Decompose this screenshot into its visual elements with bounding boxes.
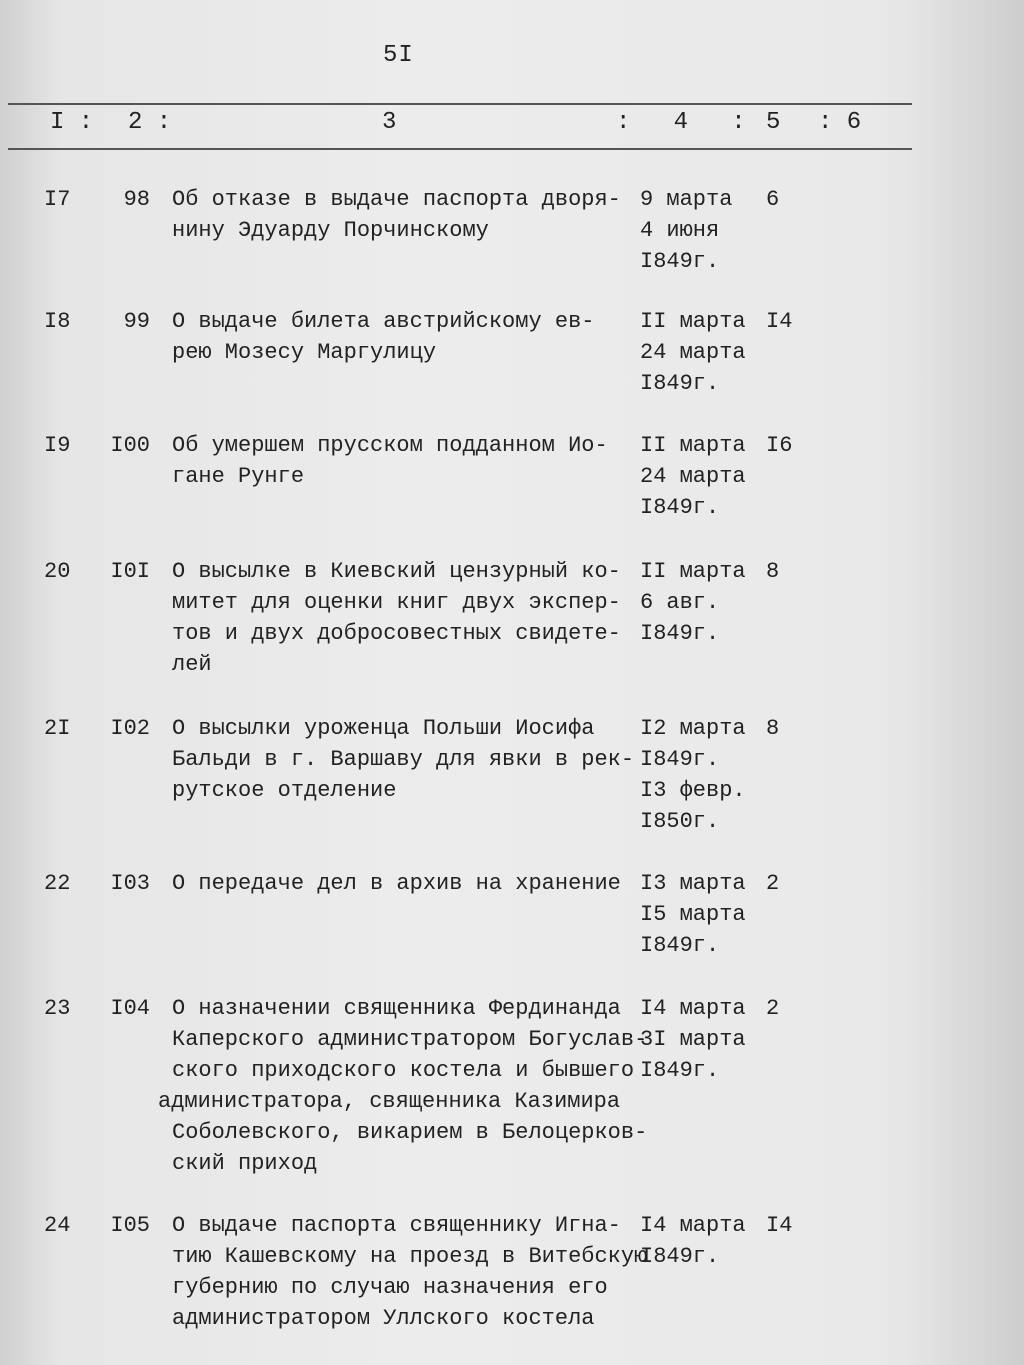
description-line: Каперского администратором Богуслав-: [172, 1027, 648, 1052]
description-line: ского приходского костела и бывшего: [172, 1058, 635, 1083]
column-header-1: I :: [50, 109, 94, 136]
description-line: О назначении священника Фердинанда: [172, 996, 621, 1021]
date-line: I850г.: [640, 809, 720, 834]
description-line: гане Рунге: [172, 464, 305, 489]
column-header-6: : 6: [818, 109, 862, 136]
date-line: 9 марта: [640, 187, 733, 212]
case-number: I0I: [110, 559, 150, 584]
description-line: рутское отделение: [172, 778, 397, 803]
date-line: I849г.: [640, 495, 720, 520]
sheet-count: 8: [766, 559, 780, 584]
column-header-4: : 4 :: [616, 109, 746, 136]
sheet-count: 8: [766, 716, 780, 741]
description-line: нину Эдуарду Порчинскому: [172, 218, 489, 243]
column-header-row: [0, 109, 1024, 143]
case-number: I03: [110, 871, 150, 896]
date-line: 3I марта: [640, 1027, 746, 1052]
date-line: 24 марта: [640, 464, 746, 489]
entry-description: [172, 868, 642, 899]
description-line: рею Мозесу Маргулицу: [172, 340, 437, 365]
description-line: Об умершем прусском подданном Ио-: [172, 433, 608, 458]
entry-description: [158, 993, 648, 1179]
page-number: 5I: [383, 42, 414, 69]
entry-description: [172, 430, 642, 492]
entry-dates: [640, 556, 746, 649]
date-line: II марта: [640, 559, 746, 584]
date-line: 24 марта: [640, 340, 746, 365]
date-line: 4 июня: [640, 218, 720, 243]
entry-number: I9: [44, 433, 71, 458]
entry-dates: [640, 868, 746, 961]
entry-dates: [640, 184, 732, 277]
date-line: 6 авг.: [640, 590, 720, 615]
description-line: О выдаче билета австрийскому ев-: [172, 309, 595, 334]
description-line: митет для оценки книг двух экспер-: [172, 590, 621, 615]
date-line: I3 февр.: [640, 778, 746, 803]
description-line: Об отказе в выдаче паспорта дворя-: [172, 187, 621, 212]
description-line: Бальди в г. Варшаву для явки в рек-: [172, 747, 635, 772]
date-line: I849г.: [640, 621, 720, 646]
description-line: Соболевского, викарием в Белоцерков-: [172, 1120, 648, 1145]
sheet-count: I6: [766, 433, 793, 458]
entry-dates: [640, 993, 746, 1086]
entry-number: 22: [44, 871, 71, 896]
header-rule-top: [8, 103, 912, 105]
page-edge-shadow: [909, 0, 1024, 1365]
description-line: ский приход: [172, 1151, 318, 1176]
case-number: I04: [110, 996, 150, 1021]
date-line: I4 марта: [640, 996, 746, 1021]
entry-number: 23: [44, 996, 71, 1021]
column-header-3: 3: [382, 109, 397, 136]
description-line: губернию по случаю назначения его: [172, 1275, 608, 1300]
entry-number: 20: [44, 559, 71, 584]
case-number: 98: [123, 187, 150, 212]
date-line: I849г.: [640, 1244, 720, 1269]
header-rule-bottom: [8, 148, 912, 150]
sheet-count: 2: [766, 996, 780, 1021]
entry-dates: [640, 306, 746, 399]
sheet-count: 6: [766, 187, 780, 212]
date-line: II марта: [640, 309, 746, 334]
date-line: I849г.: [640, 747, 720, 772]
description-line: О высылке в Киевский цензурный ко-: [172, 559, 621, 584]
entry-description: [172, 713, 642, 806]
entry-dates: [640, 1210, 746, 1272]
description-line: администратора, священника Казимира: [158, 1089, 621, 1114]
date-line: I849г.: [640, 371, 720, 396]
entry-number: I7: [44, 187, 71, 212]
date-line: I4 марта: [640, 1213, 746, 1238]
description-line: О передаче дел в архив на хранение: [172, 871, 621, 896]
case-number: I05: [110, 1213, 150, 1238]
entry-number: I8: [44, 309, 71, 334]
date-line: I849г.: [640, 933, 720, 958]
description-line: О выдаче паспорта священнику Игна-: [172, 1213, 621, 1238]
entry-description: [172, 556, 642, 680]
date-line: I3 марта: [640, 871, 746, 896]
column-header-5: 5: [766, 109, 781, 136]
sheet-count: I4: [766, 1213, 793, 1238]
entry-description: [172, 1210, 648, 1334]
sheet-count: I4: [766, 309, 793, 334]
column-header-2: 2 :: [128, 109, 172, 136]
description-line: тию Кашевскому на проезд в Витебскую: [172, 1244, 648, 1269]
date-line: I2 марта: [640, 716, 746, 741]
case-number: I02: [110, 716, 150, 741]
description-line: администратором Уллского костела: [172, 1306, 595, 1331]
date-line: II марта: [640, 433, 746, 458]
entry-number: 2I: [44, 716, 71, 741]
date-line: I849г.: [640, 249, 720, 274]
case-number: I00: [110, 433, 150, 458]
entry-number: 24: [44, 1213, 71, 1238]
description-line: лей: [172, 652, 212, 677]
description-line: О высылки уроженца Польши Иосифа: [172, 716, 595, 741]
entry-dates: [640, 430, 746, 523]
entry-description: [172, 306, 642, 368]
description-line: тов и двух добросовестных свидете-: [172, 621, 621, 646]
date-line: I849г.: [640, 1058, 720, 1083]
date-line: I5 марта: [640, 902, 746, 927]
entry-dates: [640, 713, 746, 837]
entry-description: [172, 184, 642, 246]
case-number: 99: [123, 309, 150, 334]
sheet-count: 2: [766, 871, 780, 896]
